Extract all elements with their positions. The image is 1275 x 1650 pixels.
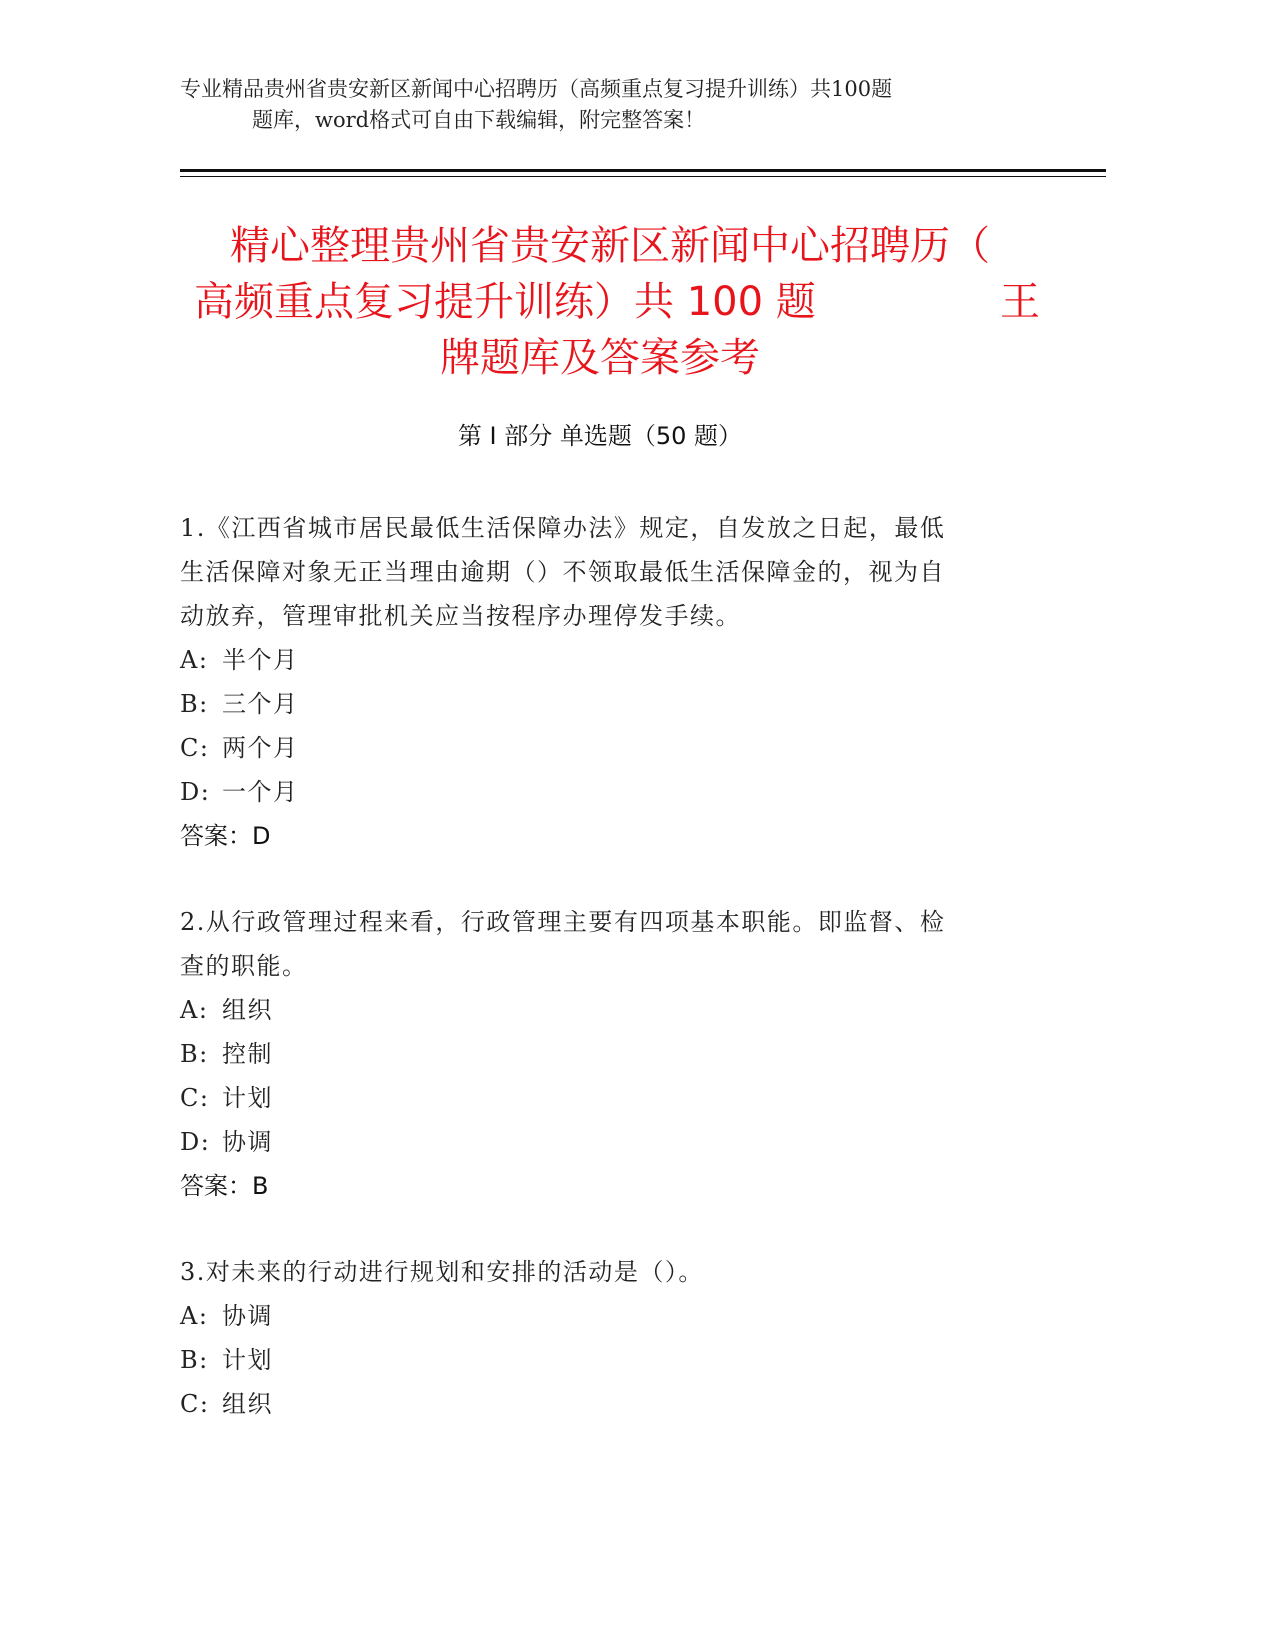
title-line-3: 牌题库及答案参考 [440, 335, 760, 381]
question-1 [180, 506, 1020, 858]
question-text-line: 查的职能。 [180, 952, 308, 980]
option-c [180, 1076, 1020, 1120]
document-title [180, 218, 1040, 386]
option-text: 半个月 [222, 646, 299, 674]
question-text-line: 动放弃，管理审批机关应当按程序办理停发手续。 [180, 602, 741, 630]
option-b [180, 1032, 1020, 1076]
header-rule-thin [180, 176, 1106, 177]
option-key: D: [180, 778, 211, 806]
option-key: C: [180, 734, 210, 762]
question-text-line: 3.对未来的行动进行规划和安排的活动是（）。 [180, 1258, 704, 1286]
option-key: B: [180, 1040, 209, 1068]
title-line-1: 精心整理贵州省贵安新区新闻中心招聘历（ [230, 223, 990, 269]
option-key: A: [180, 996, 209, 1024]
option-a [180, 638, 1020, 682]
header-line-1: 专业精品贵州省贵安新区新闻中心招聘历（高频重点复习提升训练）共100题 [180, 77, 893, 101]
question-2 [180, 900, 1020, 1208]
option-b [180, 682, 1020, 726]
option-key: A: [180, 646, 209, 674]
question-text-line: 1.《江西省城市居民最低生活保障办法》规定，自发放之日起，最低 [180, 514, 946, 542]
option-text: 组织 [222, 996, 273, 1024]
option-key: D: [180, 1128, 211, 1156]
option-text: 一个月 [222, 778, 299, 806]
answer: 答案：B [180, 1172, 269, 1200]
option-d [180, 770, 1020, 814]
header-line-2: 题库，word格式可自由下载编辑，附完整答案！ [252, 108, 706, 132]
option-key: A: [180, 1302, 209, 1330]
question-text-line: 生活保障对象无正当理由逾期（）不领取最低生活保障金的，视为自 [180, 558, 945, 586]
option-text: 控制 [222, 1040, 273, 1068]
option-c [180, 726, 1020, 770]
option-text: 计划 [222, 1084, 273, 1112]
option-key: B: [180, 1346, 209, 1374]
option-a [180, 1294, 1020, 1338]
option-key: C: [180, 1084, 210, 1112]
option-text: 两个月 [222, 734, 299, 762]
option-b [180, 1338, 1020, 1382]
question-list [180, 506, 1020, 1468]
option-text: 协调 [222, 1302, 273, 1330]
answer: 答案：D [180, 822, 271, 850]
question-3-text [180, 1250, 1020, 1294]
title-line-2-right: 王 [1000, 279, 1040, 325]
option-text: 组织 [222, 1390, 273, 1418]
option-text: 计划 [222, 1346, 273, 1374]
option-key: C: [180, 1390, 210, 1418]
question-3 [180, 1250, 1020, 1426]
title-line-2 [180, 274, 1040, 330]
header-rule-thick [180, 169, 1106, 172]
question-2-text [180, 900, 1020, 988]
question-text-line: 2.从行政管理过程来看，行政管理主要有四项基本职能。即监督、检 [180, 908, 946, 936]
option-a [180, 988, 1020, 1032]
option-key: B: [180, 690, 209, 718]
section-heading: 第 I 部分 单选题（50 题） [457, 422, 743, 450]
option-text: 三个月 [222, 690, 299, 718]
title-line-2-left: 高频重点复习提升训练）共 100 题 [194, 279, 816, 325]
question-1-text [180, 506, 1020, 638]
option-d [180, 1120, 1020, 1164]
option-text: 协调 [222, 1128, 273, 1156]
document-header [180, 74, 1100, 136]
option-c [180, 1382, 1020, 1426]
